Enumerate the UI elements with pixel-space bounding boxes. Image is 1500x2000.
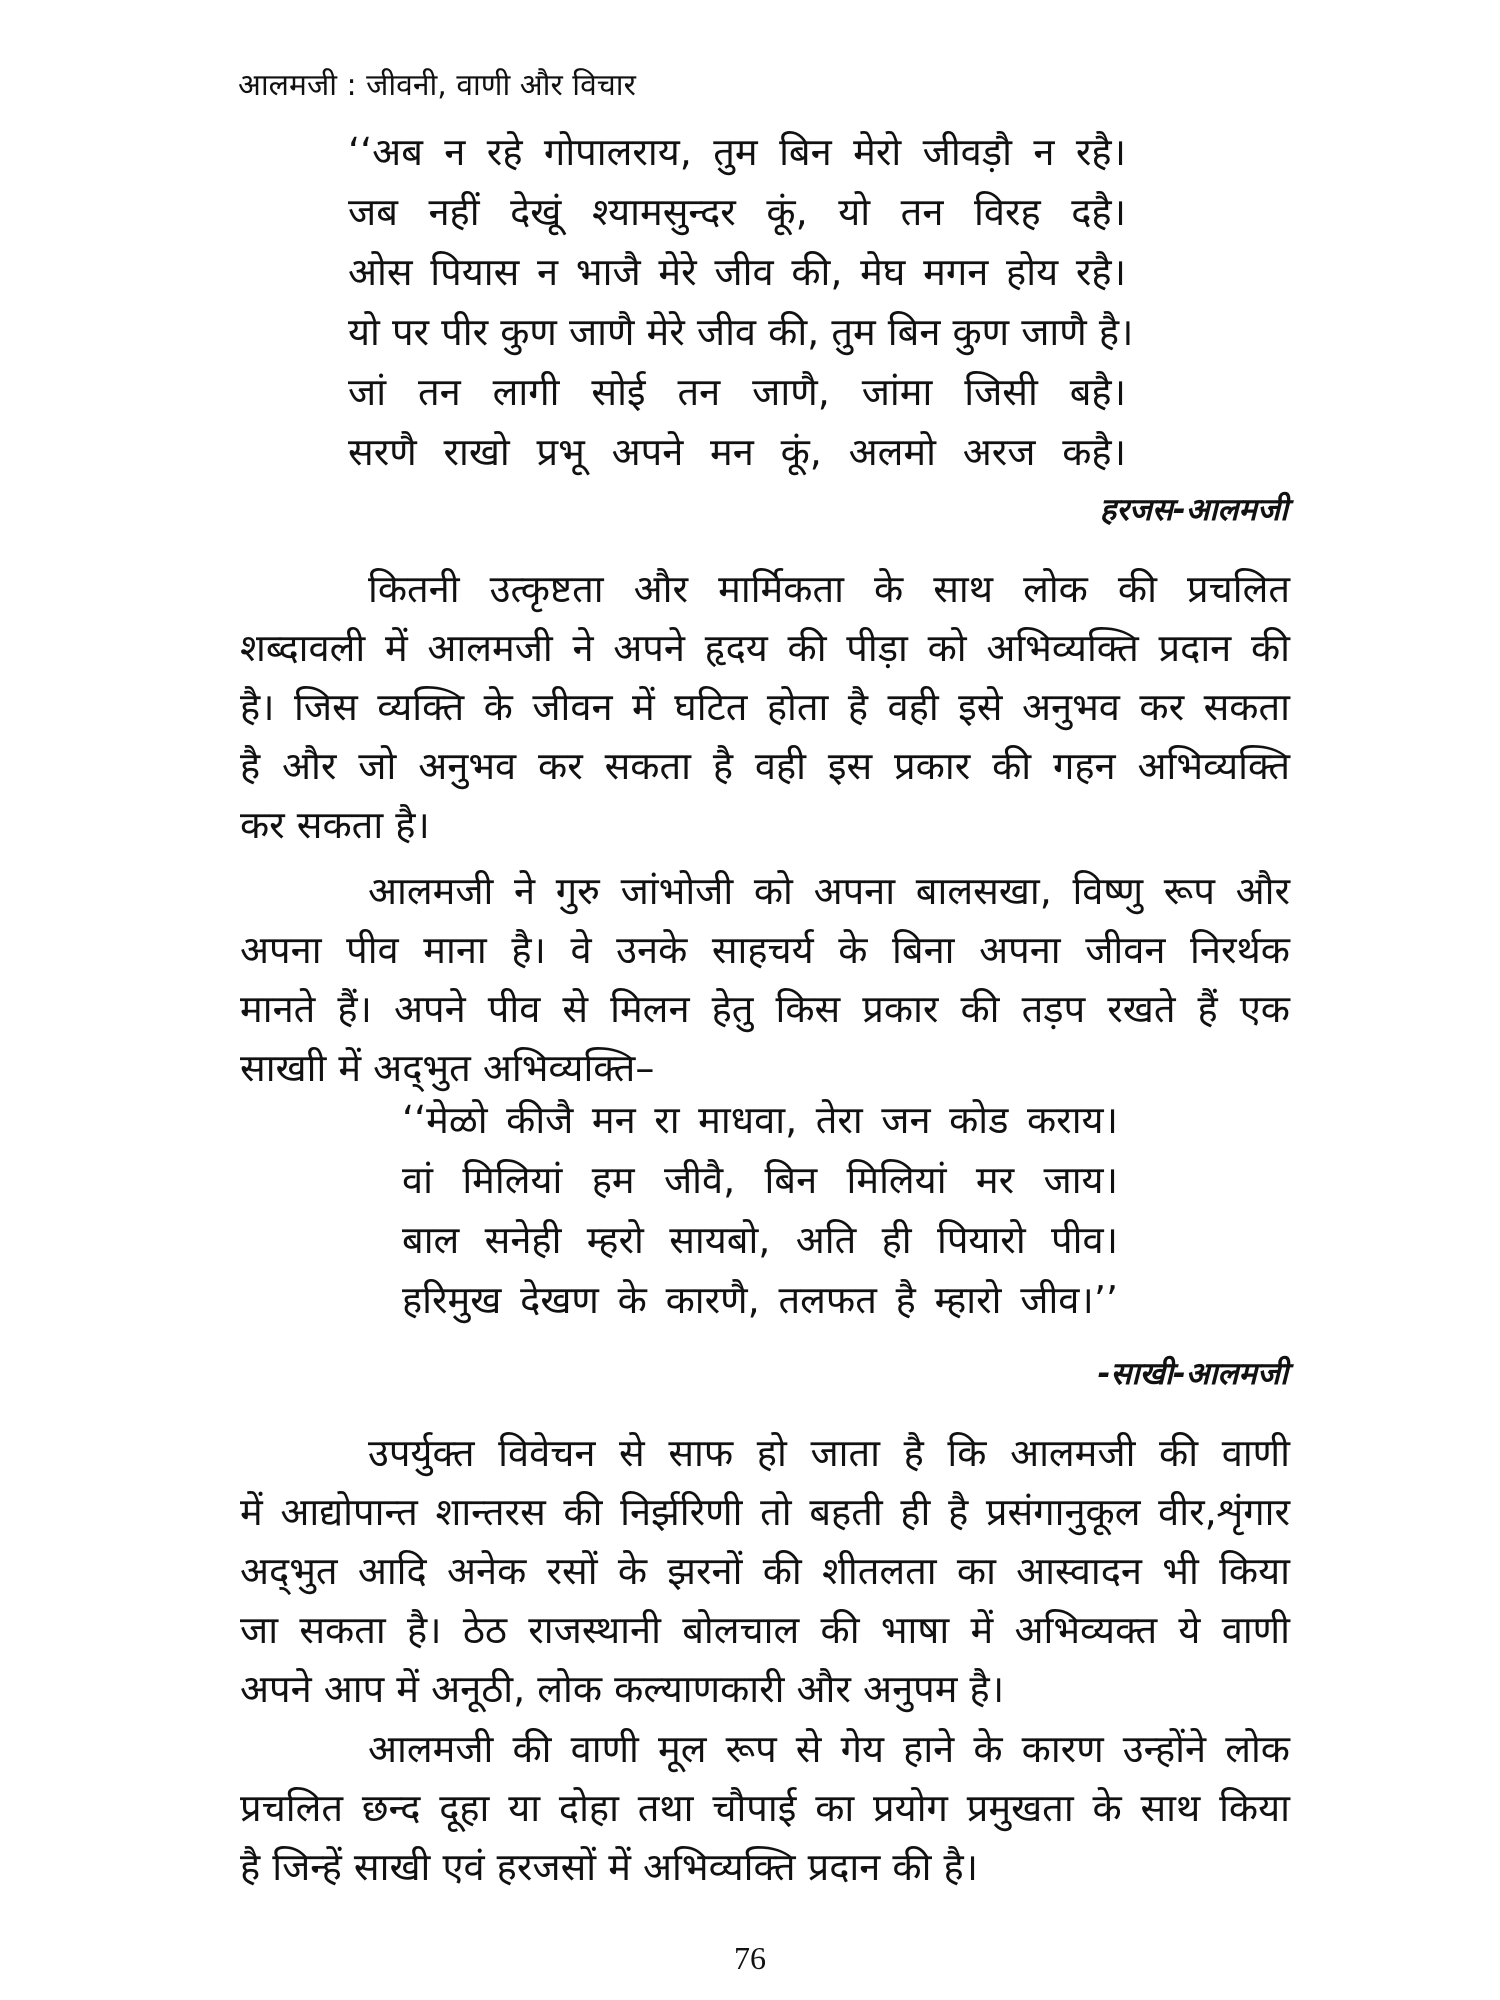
- paragraph-line: उपर्युक्त विवेचन से साफ हो जाता है कि आलमजी की वाणी: [368, 1431, 1290, 1475]
- paragraph-line: में आद्योपान्त शान्तरस की निर्झरिणी तो बहती ही है प्रसंगानुकूल वीर,शृंगार: [240, 1490, 1290, 1534]
- paragraph-line: जा सकता है। ठेठ राजस्थानी बोलचाल की भाषा में अभिव्यक्त ये वाणी: [240, 1608, 1290, 1652]
- paragraph-line: मानते हैं। अपने पीव से मिलन हेतु किस प्रकार की तड़प रखते हैं एक: [240, 987, 1290, 1031]
- verse-line: यो पर पीर कुण जाणै मेरे जीव की, तुम बिन कुण जाणै है।: [348, 310, 1134, 354]
- running-header: आलमजी : जीवनी, वाणी और विचार: [238, 68, 636, 103]
- paragraph-line: आलमजी ने गुरु जांभोजी को अपना बालसखा, विष्णु रूप और: [368, 869, 1290, 913]
- paragraph-line: कर सकता है।: [240, 803, 430, 847]
- paragraph-line: है जिन्हें साखी एवं हरजसों में अभिव्यक्ति प्रदान की है।: [240, 1845, 979, 1889]
- paragraph-line: अद्‌भुत आदि अनेक रसों के झरनों की शीतलता का आस्वादन भी किया: [240, 1549, 1290, 1593]
- paragraph-line: प्रचलित छन्द दूहा या दोहा तथा चौपाई का प्रयोग प्रमुखता के साथ किया: [240, 1786, 1290, 1830]
- paragraph-line: शब्दावली में आलमजी ने अपने हृदय की पीड़ा को अभिव्यक्ति प्रदान की: [240, 626, 1290, 670]
- paragraph: [240, 1424, 1290, 1719]
- verse-line: हरिमुख देखण के कारणै, तलफत है म्हारो जीव।’’: [402, 1278, 1118, 1322]
- verse-attribution: -साखी-आलमजी: [1097, 1356, 1288, 1392]
- paragraph: [240, 1720, 1290, 1897]
- verse-line: जब नहीं देखूं श्यामसुन्दर कूं, यो तन विरह दहै।: [348, 190, 1126, 234]
- verse-line: बाल सनेही म्हरो सायबो, अति ही पियारो पीव।: [402, 1218, 1118, 1262]
- paragraph-line: कितनी उत्कृष्टता और मार्मिकता के साथ लोक की प्रचलित: [368, 567, 1290, 611]
- page-number: 76: [734, 1940, 766, 1976]
- paragraph: [240, 560, 1290, 855]
- paragraph-line: आलमजी की वाणी मूल रूप से गेय हाने के कारण उन्होंने लोक: [368, 1727, 1290, 1771]
- verse-line: जां तन लागी सोई तन जाणै, जांमा जिसी बहै।: [348, 370, 1126, 414]
- verse-line: ओस पियास न भाजै मेरे जीव की, मेघ मगन होय रहै।: [348, 250, 1126, 294]
- paragraph-line: अपना पीव माना है। वे उनके साहचर्य के बिना अपना जीवन निरर्थक: [240, 928, 1290, 972]
- paragraph-line: अपने आप में अनूठी, लोक कल्याणकारी और अनुपम है।: [240, 1667, 1005, 1711]
- paragraph: [240, 862, 1290, 1098]
- verse-line: ‘‘अब न रहे गोपालराय, तुम बिन मेरो जीवड़ौ न रहै।: [348, 130, 1126, 174]
- verse-line: ‘‘मेळो कीजै मन रा माधवा, तेरा जन कोड कराय।: [402, 1098, 1118, 1142]
- paragraph-line: है। जिस व्यक्ति के जीवन में घटित होता है वही इसे अनुभव कर सकता: [240, 685, 1290, 729]
- paragraph-line: साखाी में अद्‌भुत अभिव्यक्ति–: [240, 1046, 655, 1090]
- paragraph-line: है और जो अनुभव कर सकता है वही इस प्रकार की गहन अभिव्यक्ति: [240, 744, 1290, 788]
- verse-line: सरणै राखो प्रभू अपने मन कूं, अलमो अरज कहै।: [348, 430, 1126, 474]
- verse-line: वां मिलियां हम जीवै, बिन मिलियां मर जाय।: [402, 1158, 1118, 1202]
- harjas-verse: [348, 122, 1134, 482]
- verse-attribution: हरजस-आलमजी: [1099, 492, 1288, 528]
- sakhi-verse: [402, 1090, 1118, 1330]
